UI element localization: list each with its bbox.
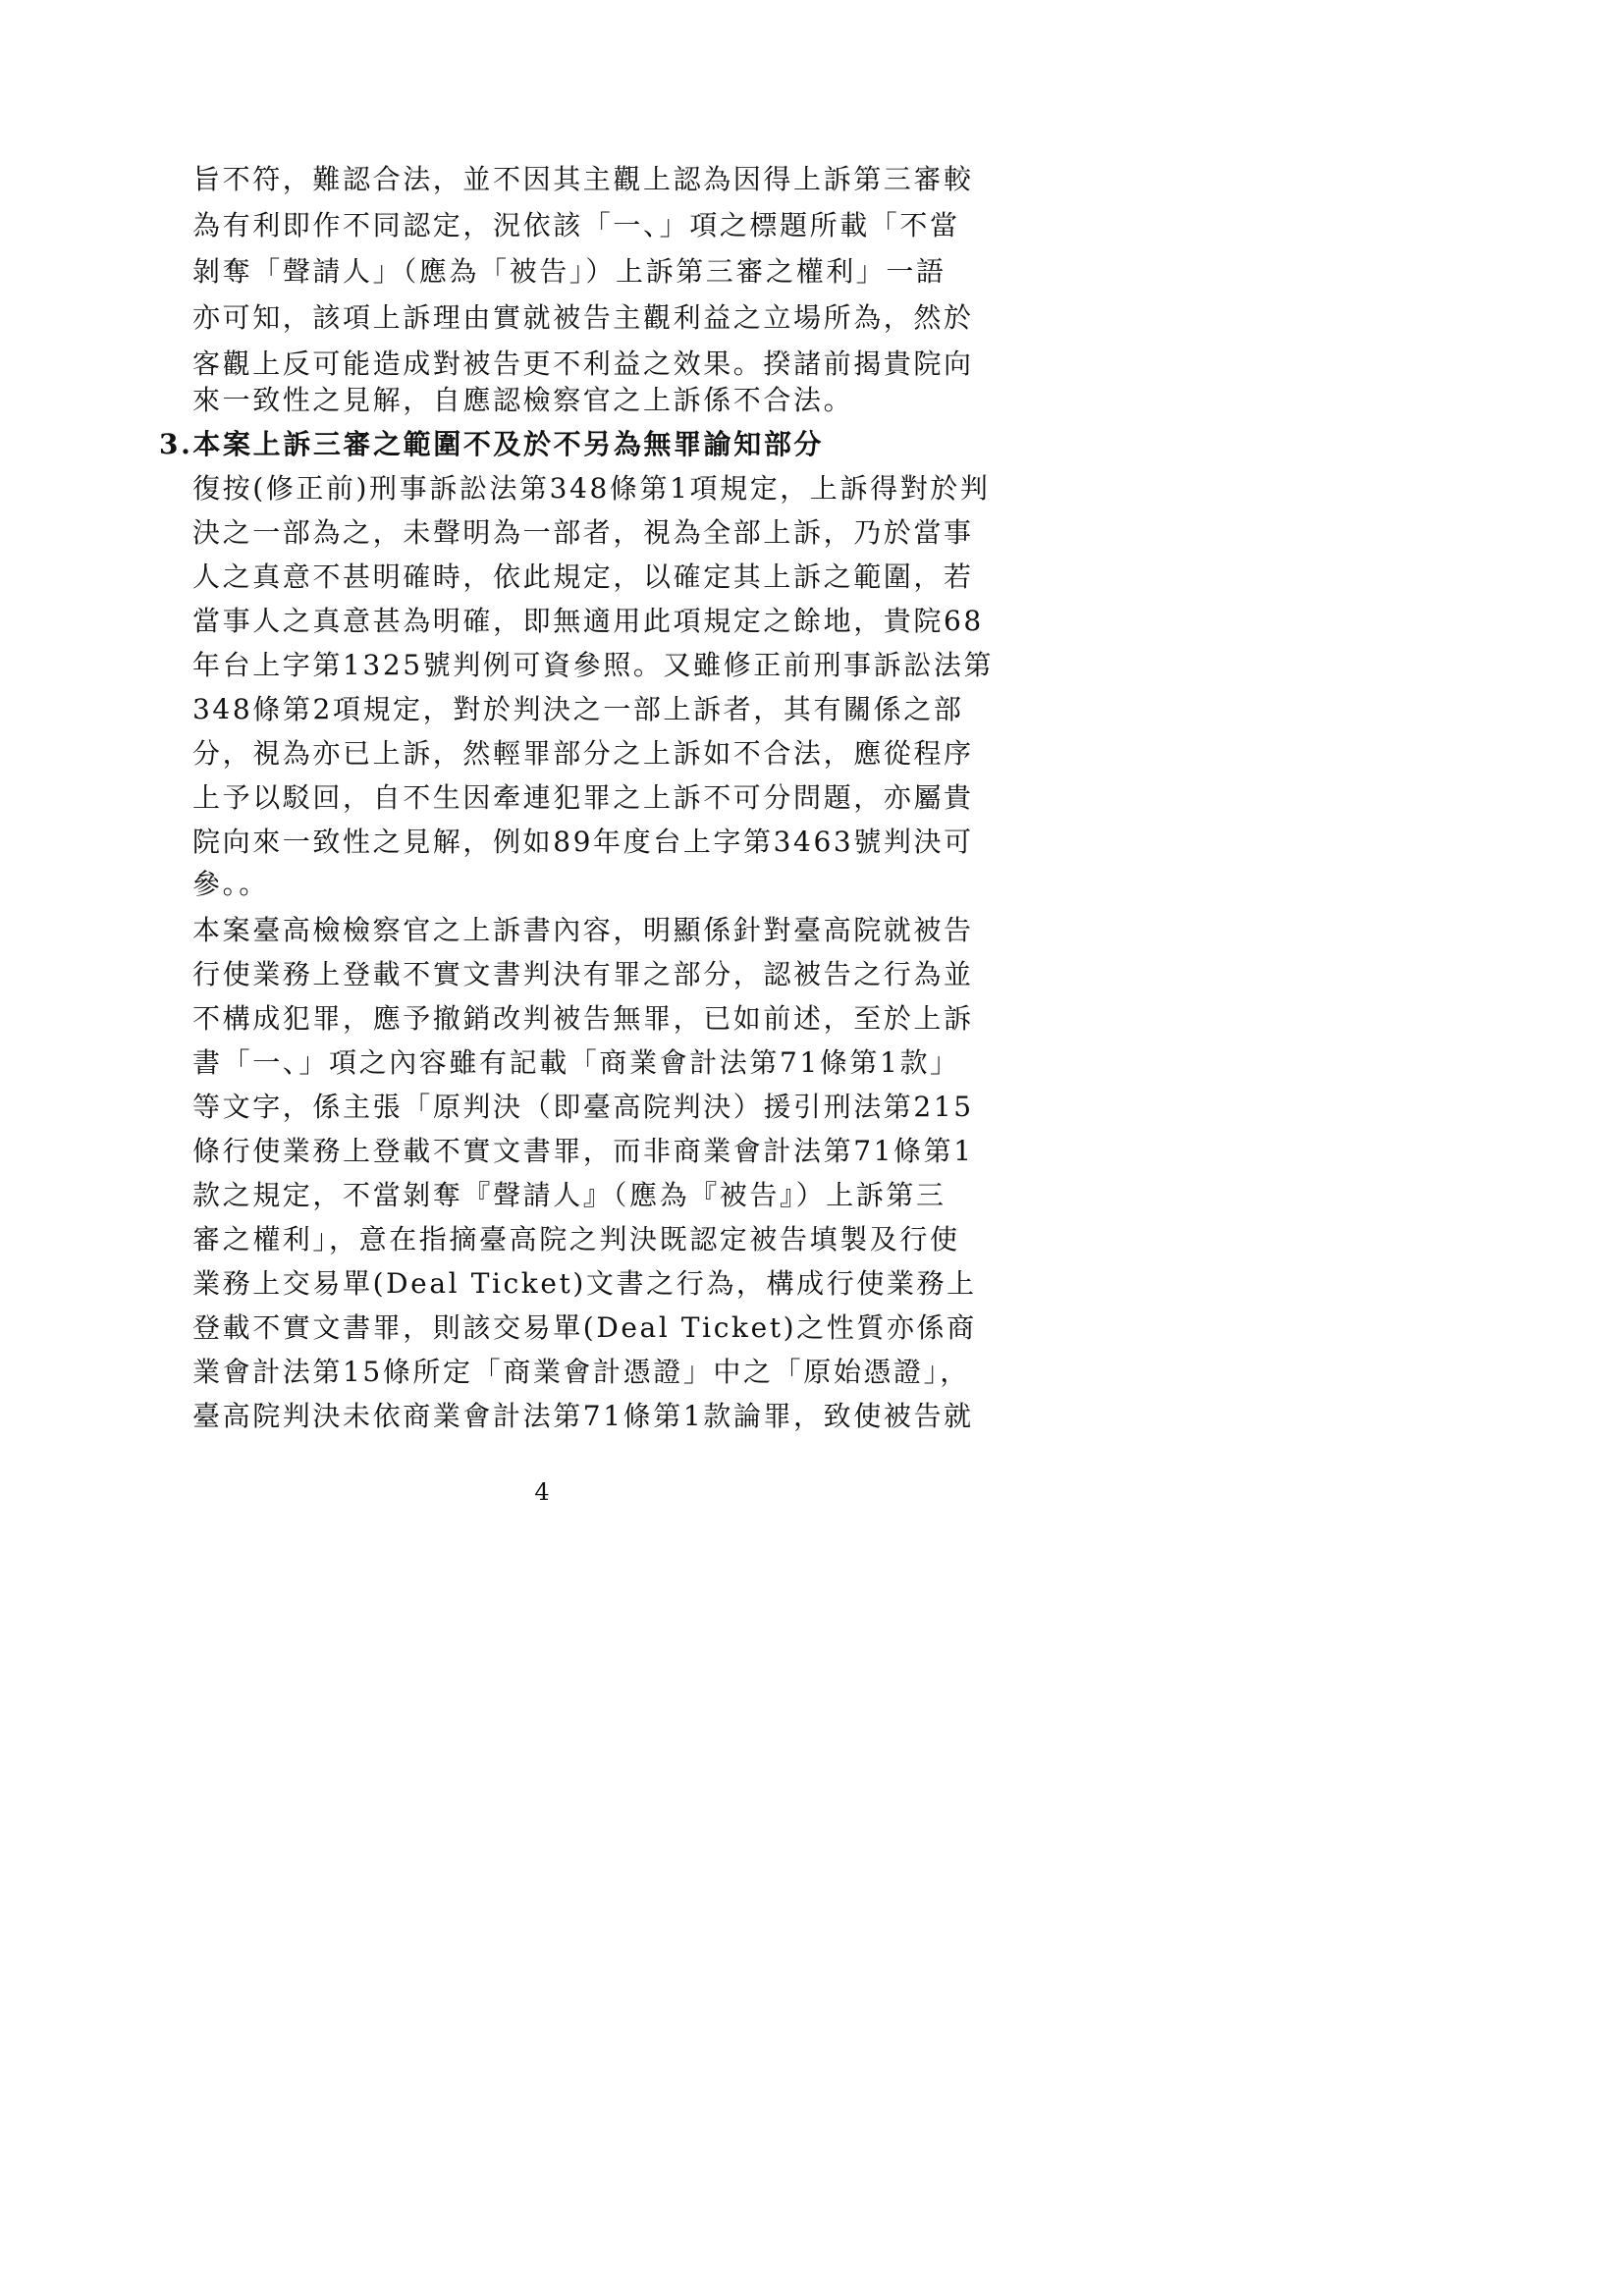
text-line: 剝奪「聲請人」（應為「被告」）上訴第三審之權利」一語 [192,255,947,288]
text-line: 為有利即作不同認定，況依該「一、」項之標題所載「不當 [192,209,960,241]
text-line: 復按(修正前)刑事訴訟法第348條第1項規定，上訴得對於判 [192,472,991,505]
text-line: 上予以駁回，自不生因牽連犯罪之上訴不可分問題，亦屬貴 [192,781,974,814]
text-line: 旨不符，難認合法，並不因其主觀上認為因得上訴第三審較 [192,163,974,195]
document-page [0,0,1084,1532]
page-number: 4 [534,1478,550,1506]
text-line: 等文字，係主張「原判決（即臺高院判決）援引刑法第215 [192,1091,974,1123]
section-heading: 3.本案上訴三審之範圍不及於不另為無罪諭知部分 [159,428,825,460]
text-line: 分，視為亦已上訴，然輕罪部分之上訴如不合法，應從程序 [192,737,974,770]
text-line: 當事人之真意甚為明確，即無適用此項規定之餘地，貴院68 [192,605,984,637]
text-line: 人之真意不甚明確時，依此規定，以確定其上訴之範圍，若 [192,561,974,593]
text-line: 業會計法第15條所定「商業會計憑證」中之「原始憑證」， [192,1356,970,1388]
text-line: 年台上字第1325號判例可資參照。又雖修正前刑事訴訟法第 [192,649,995,681]
text-line: 亦可知，該項上訴理由實就被告主觀利益之立場所為，然於 [192,301,974,334]
text-line: 客觀上反可能造成對被告更不利益之效果。揆諸前揭貴院向 [192,347,974,380]
text-line: 院向來一致性之見解，例如89年度台上字第3463號判決可 [192,826,974,858]
text-line: 款之規定，不當剝奪『聲請人』（應為『被告』）上訴第三 [192,1179,947,1211]
text-line: 參。。 [192,868,269,900]
text-line: 來一致性之見解，自應認檢察官之上訴係不合法。 [192,384,854,416]
text-line: 本案臺高檢檢察官之上訴書內容，明顯係針對臺高院就被告 [192,914,974,946]
text-line: 348條第2項規定，對於判決之一部上訴者，其有關係之部 [192,693,964,725]
text-line: 業務上交易單(Deal Ticket)文書之行為，構成行使業務上 [192,1267,977,1300]
text-line: 臺高院判決未依商業會計法第71條第1款論罪，致使被告就 [192,1400,974,1432]
text-line: 書「一、」項之內容雖有記載「商業會計法第71條第1款」 [192,1046,960,1079]
text-line: 不構成犯罪，應予撤銷改判被告無罪，已如前述，至於上訴 [192,1002,974,1035]
text-line: 行使業務上登載不實文書判決有罪之部分，認被告之行為並 [192,958,974,990]
text-line: 決之一部為之，未聲明為一部者，視為全部上訴，乃於當事 [192,516,974,549]
text-line: 登載不實文書罪，則該交易單(Deal Ticket)之性質亦係商 [192,1311,977,1344]
text-line: 審之權利」，意在指摘臺高院之判決既認定被告填製及行使 [192,1223,960,1255]
text-line: 條行使業務上登載不實文書罪，而非商業會計法第71條第1 [192,1135,974,1167]
